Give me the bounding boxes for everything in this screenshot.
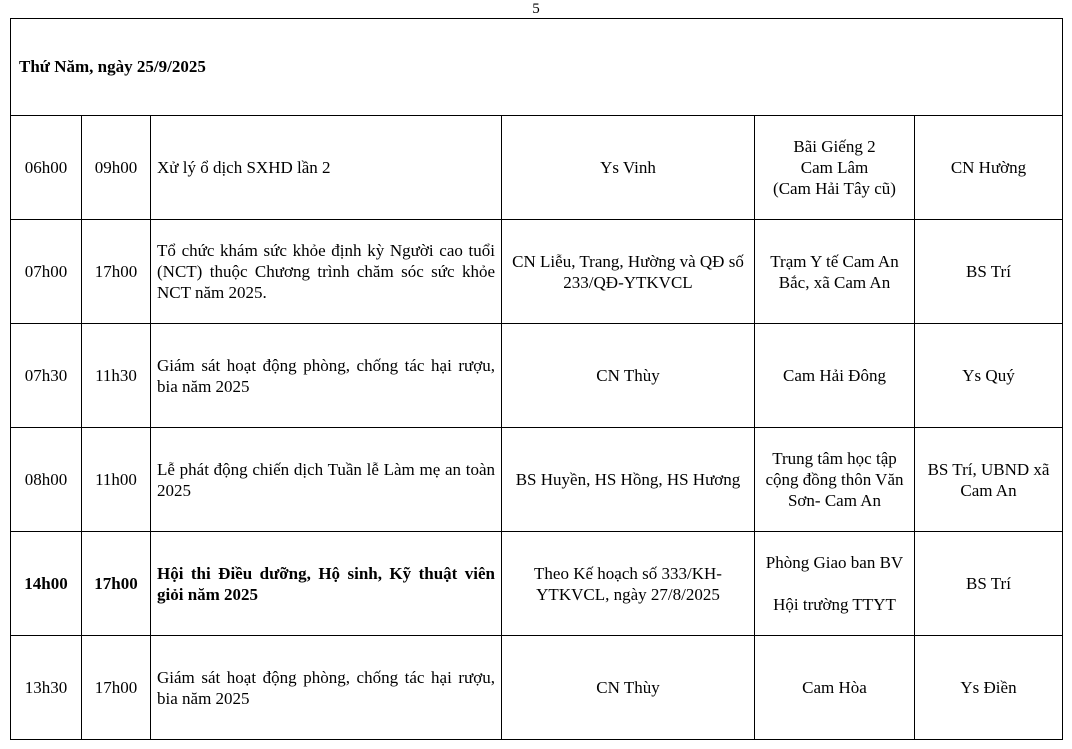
responsible: Ys Điền — [915, 636, 1063, 740]
start-time: 14h00 — [11, 532, 82, 636]
event-content: Hội thi Điều dưỡng, Hộ sinh, Kỹ thuật viên giỏi năm 2025 — [151, 532, 502, 636]
end-time: 11h30 — [82, 324, 151, 428]
table-row — [11, 532, 1063, 636]
end-time: 09h00 — [82, 116, 151, 220]
table-row — [11, 324, 1063, 428]
participants: CN Thùy — [502, 324, 755, 428]
responsible: CN Hường — [915, 116, 1063, 220]
end-time: 17h00 — [82, 220, 151, 324]
responsible: BS Trí — [915, 220, 1063, 324]
location: Trạm Y tế Cam An Bắc, xã Cam An — [755, 220, 915, 324]
day-header: Thứ Năm, ngày 25/9/2025 — [11, 19, 1063, 116]
responsible: BS Trí, UBND xã Cam An — [915, 428, 1063, 532]
responsible: BS Trí — [915, 532, 1063, 636]
location: Cam Hòa — [755, 636, 915, 740]
location-spacer — [761, 573, 908, 594]
table-row — [11, 636, 1063, 740]
location-line: Bãi Giếng 2 — [793, 137, 876, 156]
start-time: 13h30 — [11, 636, 82, 740]
location — [755, 532, 915, 636]
start-time: 08h00 — [11, 428, 82, 532]
location — [755, 116, 915, 220]
schedule-table — [10, 18, 1063, 740]
end-time: 17h00 — [82, 532, 151, 636]
participants: BS Huyền, HS Hồng, HS Hương — [502, 428, 755, 532]
participants: Ys Vinh — [502, 116, 755, 220]
day-header-row — [11, 19, 1063, 116]
page-number: 5 — [532, 1, 540, 17]
participants: CN Thùy — [502, 636, 755, 740]
event-content: Giám sát hoạt động phòng, chống tác hại rượu, bia năm 2025 — [151, 636, 502, 740]
event-content: Tổ chức khám sức khỏe định kỳ Người cao tuổi (NCT) thuộc Chương trình chăm sóc sức khỏe NCT năm 2025. — [151, 220, 502, 324]
participants: CN Liễu, Trang, Hường và QĐ số 233/QĐ-YTKVCL — [502, 220, 755, 324]
participants: Theo Kế hoạch số 333/KH-YTKVCL, ngày 27/8/2025 — [502, 532, 755, 636]
responsible: Ys Quý — [915, 324, 1063, 428]
event-content: Lễ phát động chiến dịch Tuần lễ Làm mẹ an toàn 2025 — [151, 428, 502, 532]
table-row — [11, 428, 1063, 532]
event-content: Giám sát hoạt động phòng, chống tác hại rượu, bia năm 2025 — [151, 324, 502, 428]
location-line: Hội trường TTYT — [773, 595, 896, 614]
table-row — [11, 116, 1063, 220]
event-content: Xử lý ổ dịch SXHD lần 2 — [151, 116, 502, 220]
start-time: 06h00 — [11, 116, 82, 220]
table-row — [11, 220, 1063, 324]
location: Cam Hải Đông — [755, 324, 915, 428]
location-line: (Cam Hải Tây cũ) — [773, 179, 896, 198]
location: Trung tâm học tập cộng đồng thôn Văn Sơn- Cam An — [755, 428, 915, 532]
start-time: 07h30 — [11, 324, 82, 428]
start-time: 07h00 — [11, 220, 82, 324]
end-time: 11h00 — [82, 428, 151, 532]
end-time: 17h00 — [82, 636, 151, 740]
location-line: Phòng Giao ban BV — [765, 553, 904, 572]
location-line: Cam Lâm — [800, 158, 869, 177]
